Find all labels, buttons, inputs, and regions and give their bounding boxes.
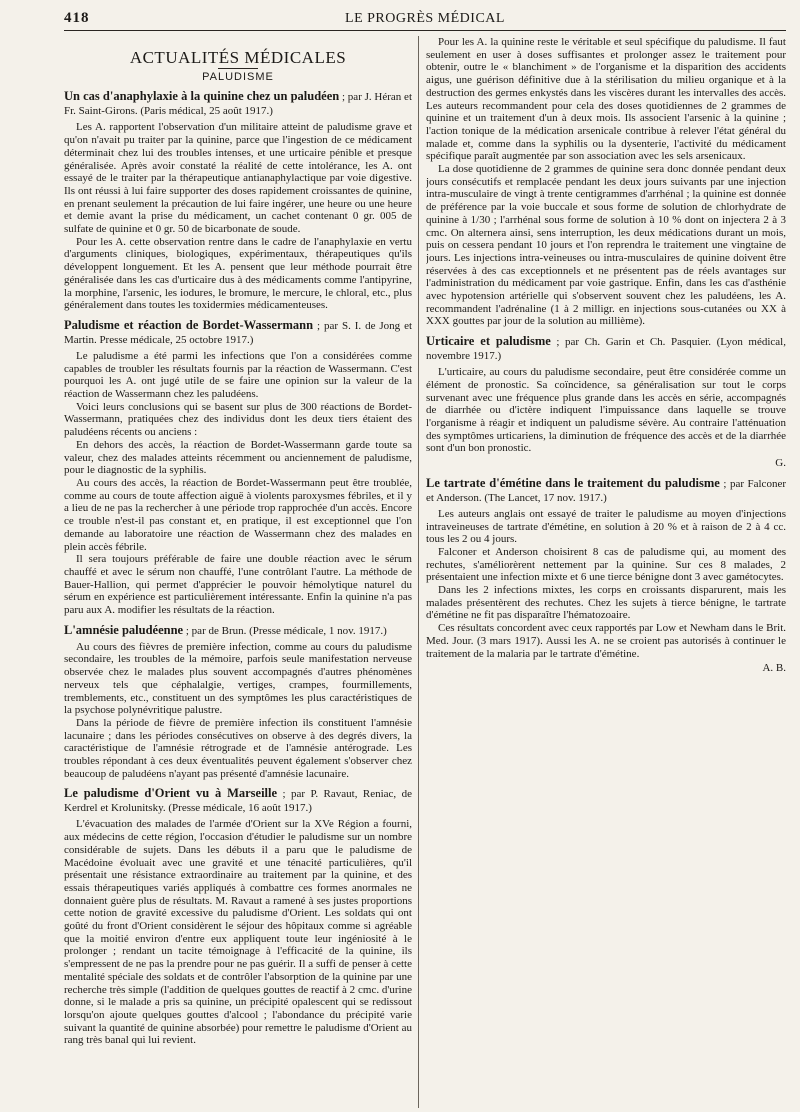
article-heading [426,476,786,505]
article-title: Urticaire et paludisme [426,334,551,349]
paragraph: L'évacuation des malades de l'armée d'Orient sur la XVe Région a fourni, aux médecins de cette région, l'occasion d'étudier le paludisme sur un nombre considérable de sujets. Dans les débuts il a paru que le paludisme de Macédoine évoluait avec une gravité et une ténacité particulières, qu'il présentait une résistance extraordinaire au traitement par la quinine, et des essais thérapeutiques variés appliqués à combattre ces formes anormales ne donnaient guère plus de résultats. M. Ravaut a ramené à ses justes proportions cette notion de gravité excessive du paludisme d'Orient. Les soldats qui ont goûté du front d'Orient considèrent le séjour des hôpitaux comme si agréable que la moitié environ d'entre eux appliquent toute leur ingéniosité à le prolonger ; rendant un tacite témoignage à l'efficacité de la quinine, ils s'empressent de ne pas la prendre pour ne pas guérir. Il a suffi de penser à cette mentalité spéciale des soldats et de contrôler l'absorption de la quinine par une recherche très simple (l'addition de quelques gouttes de reactif à 2 cmc. d'urine donne, si le malade a pris sa quinine, un précipité opalescent qui se redissout lorsqu'on ajoute quelques gouttes d'alcool ; l'abondance du précipité varie suivant la quantité de quinine absorbée) pour remettre le paludisme d'Orient au rang très banal qui lui revient. [64,818,412,1047]
paragraph: Les auteurs anglais ont essayé de traiter le paludisme au moyen d'injections intraveineuses de tartrate d'émétine, en solution à 20 % et à raison de 2 à 4 cc. tous les 2 ou 4 jours. [426,507,786,546]
article-citation: ; par S. I. de Jong et Martin. Presse médicale, 25 octobre 1917.) [64,319,412,346]
article-heading [64,318,412,347]
page-number: 418 [64,10,90,26]
two-column-body [64,36,786,1108]
left-column [64,36,412,1108]
paragraph: Dans les 2 infections mixtes, les corps en croissants disparurent, mais les malades présentèrent des rechutes. Chez les sujets à tierce bénigne, le tartrate d'émétine ne fit pas disparaître l'hématozoaire. [426,584,786,622]
paragraph: En dehors des accès, la réaction de Bordet-Wassermann garde toute sa valeur, chez des malades atteints récemment ou anciennement de paludisme, pour le diagnostic de la syphilis. [64,438,412,477]
section-title: ACTUALITÉS MÉDICALES [129,48,347,67]
article-anaphylaxie [64,89,412,312]
column-divider [418,36,419,1108]
article-citation: ; par de Brun. (Presse médicale, 1 nov. 1917.) [185,624,387,637]
article-title: Le paludisme d'Orient vu à Marseille [64,786,278,801]
article-tartrate-emetine [426,476,786,675]
article-heading [426,334,786,363]
running-header [64,8,786,31]
journal-title: LE PROGRÈS MÉDICAL [345,11,505,26]
article-paludisme-orient [64,786,412,1047]
article-title: L'amnésie paludéenne [64,622,184,637]
article-title: Un cas d'anaphylaxie à la quinine chez un paludéen [64,89,340,104]
paragraph: La dose quotidienne de 2 grammes de quinine sera donc donnée pendant deux jours consécutifs et remplacée pendant les deux jours suivants par une injection intra-musculaire de vingt à trente centigrammes d'arrhénal ; la quinine est donnée de préférence par la voie buccale et sous forme de solution de chlorhydrate de quinine à 1/30 ; l'arrhénal sous forme de solution à 10 % dont on injectera 2 à 3 cmc. On alternera ainsi, sens interruption, les deux médications durant un mois, puis on cessera pendant 10 jours et l'on reprendra le traitement une vingtaine de jours. Les injections intra-veineuses ou intra-musculaires de quinine doivent être réservées à des cas exceptionnels et ne présentent pas de réels avantages sur l'administration du médicament par voie gastrique. Enfin, dans les cas d'asthénie avec hypotension artérielle qui s'observent souvent chez les paludéens, les A. recommandent l'adrénaline (1 à 2 milligr. en injections sous-cutanées ou XX à XXX gouttes par jour de la solution au millième). [426,163,786,328]
right-column [426,36,786,1108]
article-title: Le tartrate d'émétine dans le traitement du paludisme [426,475,720,490]
paragraph: Pour les A. la quinine reste le véritable et seul spécifique du paludisme. Il faut seulement en user à doses suffisantes et prolonger assez le traitement pour obtenir, outre le « blanchiment » de l'organisme et la disparition des accidents aigus, une guérison définitive due à la stérilisation du milieu organique et à la destruction des germes enkystés dans les viscères durant les intervalles des accès. Les auteurs recommandent pour cela des doses quotidiennes de 2 grammes de quinine et un traitement d'un à deux mois. Ils associent l'arsenic à la quinine ; l'action tonique de la médication arsenicale contribue à relever l'état général du malade et, comme dans la syphilis ou la dysenterie, l'activité du médicament spécifique paraît augmentée par son association avec les sels arsenicaux. [426,36,786,163]
article-signature: G. [775,457,786,470]
paragraph: Les A. rapportent l'observation d'un militaire atteint de paludisme grave et qu'on n'avait pu traiter par la quinine, parce que l'ingestion de ce médicament déterminait chez lui des troubles intenses, et une urticaire pénible et presque généralisée. Après avoir constaté la réalité de cette intolérance, les A. ont essayé de le traiter par la thérapeutique antianaphylactique par voie digestive. Ils ont réussi à lui faire supporter des doses rapidement croissantes de quinine, en prenant seulement la précaution de lui faire ingérer, une heure ou une heure et demie avant la prise du médicament, un cachet contenant 0 gr. 005 de sulfate de quinine et 0 gr. 50 de bicarbonate de soude. [64,121,412,236]
paragraph: Il sera toujours préférable de faire une double réaction avec le sérum chauffé et avec le sérum non chauffé, l'une contrôlant l'autre. La méthode de Bauer-Hallion, qui permet d'apprécier le pouvoir hémolytique naturel du sérum en expérience est particulièrement intéressante. Enfin la quinine n'a pas paru aux A. modifier les résultats de la réaction. [64,553,412,617]
article-citation: ; par P. Ravaut, Reniac, de Kerdrel et Krolunitsky. (Presse médicale, 16 août 1917.) [64,788,412,815]
section-rule [218,68,258,69]
section-subtitle: PALUDISME [202,70,274,83]
paragraph: Voici leurs conclusions qui se basent sur plus de 300 réactions de Bordet-Wassermann, pratiquées chez des individus dont les deux tiers étaient des paludéens récents ou anciens : [64,400,412,439]
article-heading [64,89,412,118]
article-heading [64,786,412,815]
article-signature: A. B. [762,662,786,675]
article-urticaire [426,334,786,470]
paragraph: Le paludisme a été parmi les infections que l'on a considérées comme capables de troubler les résultats fournis par la réaction de Wassermann. C'est pourquoi les A. ont jugé utile de se faire une opinion sur la valeur de la réaction de Wassermann chez les paludéens. [64,349,412,401]
article-citation: ; par J. Héran et Fr. Saint-Girons. (Paris médical, 25 août 1917.) [64,91,412,118]
newspaper-page [64,8,786,1108]
article-citation: ; par Ch. Garin et Ch. Pasquier. (Lyon médical, novembre 1917.) [426,336,786,363]
paragraph: Au cours des accès, la réaction de Bordet-Wassermann peut être troublée, comme au cours de toute affection aiguë à violents paroxysmes fébriles, et il y a lieu de ne pas la rechercher à une période trop rapprochée d'un accès. Encore ce trouble n'est-il pas constant et, en pratique, il est exceptionnel que l'on demande au laboratoire une réaction de Wassermann chez des malades en plein accès fébrile. [64,476,412,553]
paragraph: Ces résultats concordent avec ceux rapportés par Low et Newham dans le Brit. Med. Jour. (3 mars 1917). Aussi les A. ne se croient pas autorisés à continuer le traitement de la malaria par le tartrate d'émétine. [426,622,786,660]
paragraph: Falconer et Anderson choisirent 8 cas de paludisme qui, au moment des rechutes, s'améliorèrent nettement par la quinine. Sur ces 8 malades, 2 présentaient une infection mixte et 6 une tierce bénigne dont 3 avec gamétocytes. [426,545,786,584]
article-title: Paludisme et réaction de Bordet-Wassermann [64,317,314,332]
article-heading [64,623,412,638]
article-bordet-wassermann [64,318,412,617]
article-citation: ; par Falconer et Anderson. (The Lancet, 17 nov. 1917.) [426,477,786,504]
article-amnesie [64,623,412,781]
paragraph: L'urticaire, au cours du paludisme secondaire, peut être considérée comme un élément de pronostic. Sa coïncidence, sa généralisation sur tout le corps survenant avec une fréquence plus grande dans les accès en série, accompagnés de diarrhée ou d'ictère indiquent l'impuissance dans laquelle se trouve l'organisme à réagir et indiquent un paludisme sévère. Au contraire l'atténuation des symptômes urticariens, la diminution de fréquence des accès et de la diarrhée sont d'un bon pronostic. [426,366,786,455]
paragraph: Au cours des fièvres de première infection, comme au cours du paludisme secondaire, les troubles de la mémoire, parfois seule manifestation nerveuse observée chez le malades plus souvent accompagnés d'autres phénomènes nerveux tels que céphalalgie, vertiges, crampes, fourmillements, tremblements, etc., constituent un des symptômes les plus caractéristiques de la psychose polynévritique palustre. [64,640,412,717]
paragraph: Pour les A. cette observation rentre dans le cadre de l'anaphylaxie en vertu d'arguments cliniques, biologiques, expérimentaux, thérapeutiques qu'ils développent longuement. Et les A. pensent que leur méthode pourrait être généralisée dans les cas d'urticaire dus à des médicaments comme l'antipyrine, la morphine, l'arsenic, les iodures, le bromure, le mercure, le chloral, etc., plus généralement dans toutes les toxidermies médicamenteuses. [64,235,412,312]
paragraph: Dans la période de fièvre de première infection ils constituent l'amnésie lacunaire ; dans les périodes consécutives on observe à des degrés divers, la caractéristique de l'amnésie rétrograde et de l'amnésie antérograde. Les troubles répondant à ces deux éventualités peuvent également s'observer chez beaucoup de paludéens n'ayant pas présenté d'amnésie lacunaire. [64,716,412,780]
